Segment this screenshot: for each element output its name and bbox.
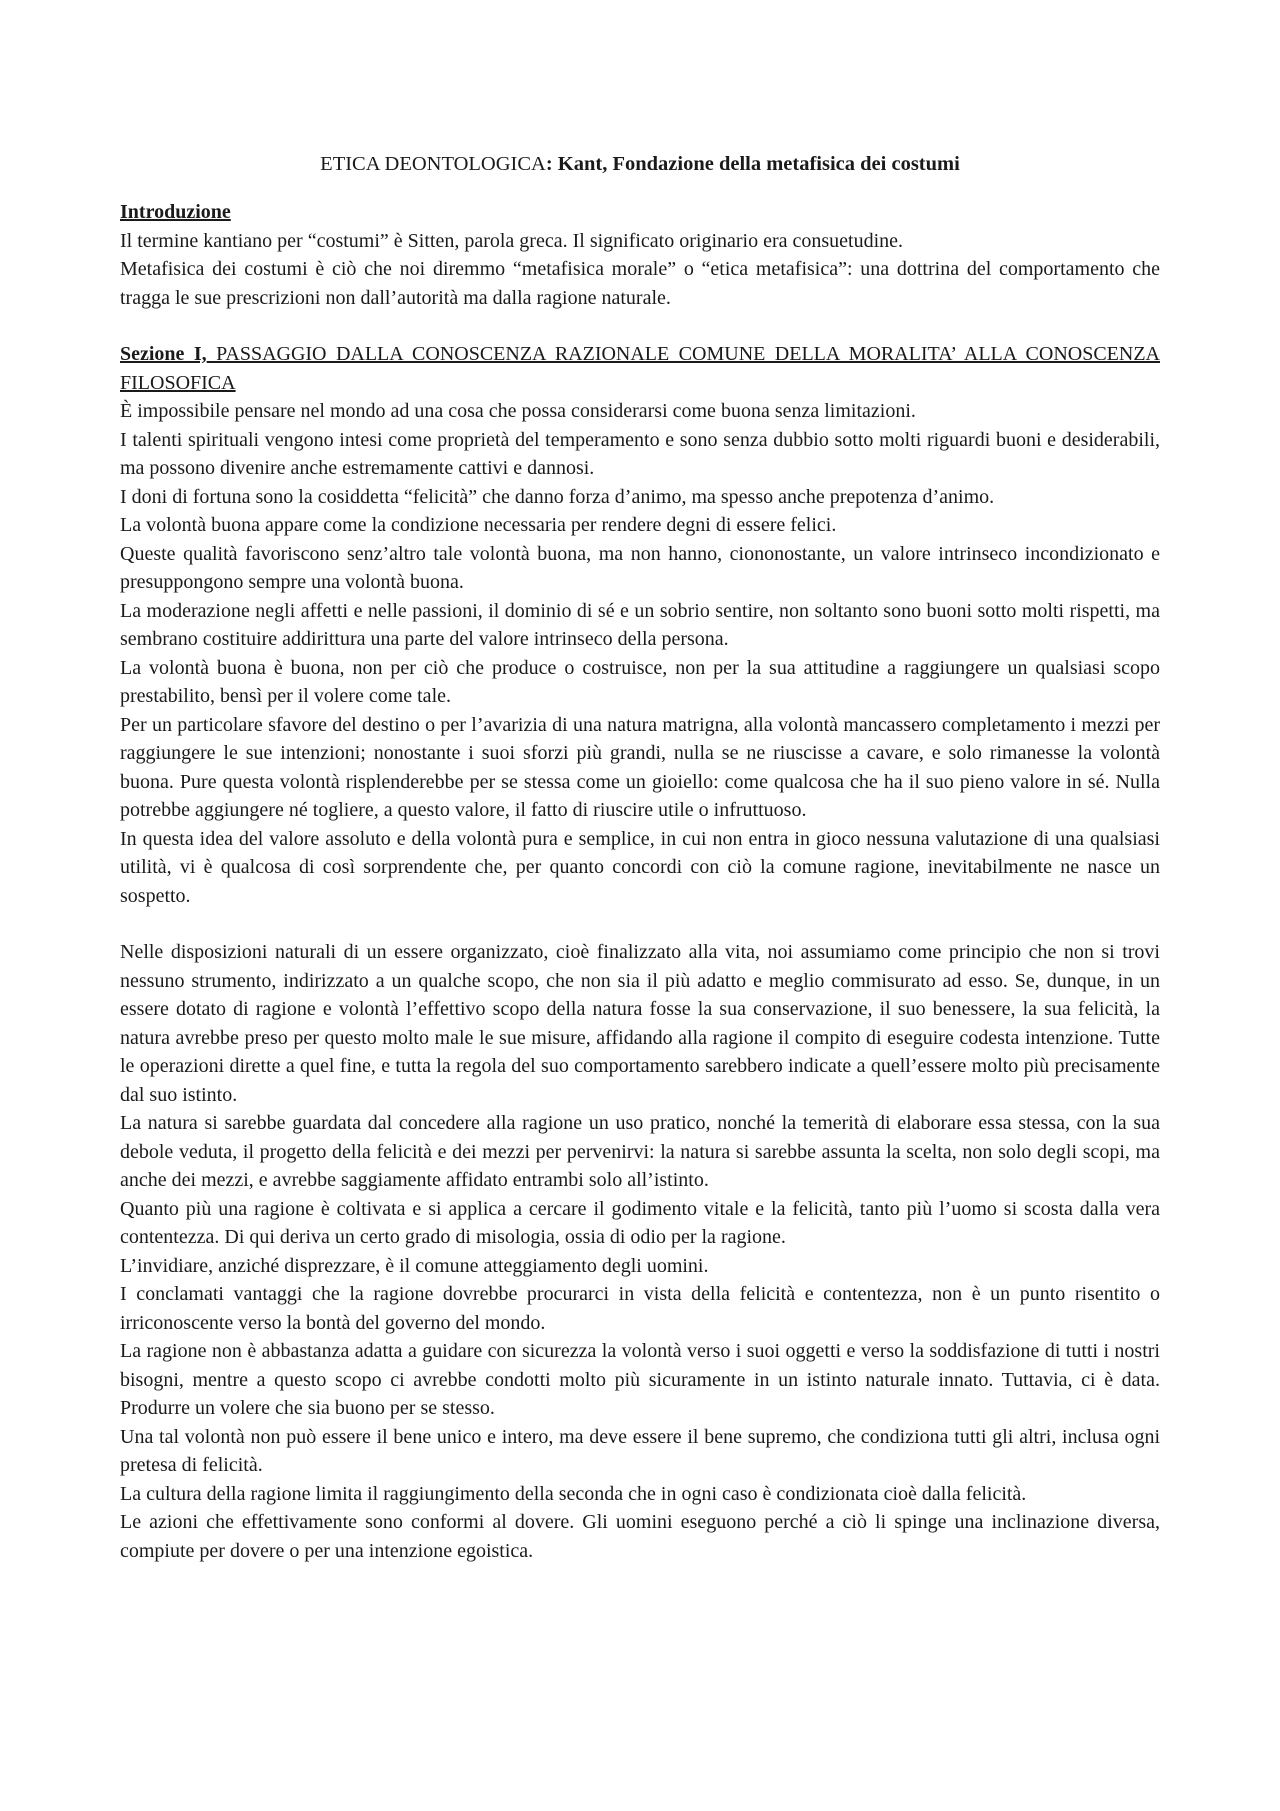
spacer (120, 312, 1160, 340)
title-regular: ETICA DEONTOLOGICA (320, 153, 546, 175)
title-bold: : Kant, Fondazione della metafisica dei costumi (545, 153, 960, 175)
section-1-paragraph: I conclamati vantaggi che la ragione dovrebbe procurarci in vista della felicità e contentezza, non è un punto risentito o irriconoscente verso la bontà del governo del mondo. (120, 1283, 1160, 1334)
section-1-paragraph: Una tal volontà non può essere il bene unico e intero, ma deve essere il bene supremo, che condiziona tutti gli altri, inclusa ogni pretesa di felicità. (120, 1425, 1160, 1476)
section-1-paragraph: La volontà buona è buona, non per ciò che produce o costruisce, non per la sua attitudine a raggiungere un qualsiasi scopo prestabilito, bensì per il volere come tale. (120, 656, 1160, 707)
section-1-heading-rest: PASSAGGIO DALLA CONOSCENZA RAZIONALE COMUNE DELLA MORALITA’ ALLA CONOSCENZA FILOSOFICA (120, 343, 1160, 394)
section-1-paragraph: La volontà buona appare come la condizione necessaria per rendere degni di essere felici. (120, 514, 837, 536)
section-1-paragraph: La natura si sarebbe guardata dal concedere alla ragione un uso pratico, nonché la temerità di elaborare essa stessa, con la sua debole veduta, il progetto della felicità e dei mezzi per pervenirvi: la natura si sarebbe assunta la scelta, non solo degli scopi, ma anche dei mezzi, e avrebbe saggiamente affidato entrambi solo all’istinto. (120, 1112, 1160, 1191)
intro-paragraph: Il termine kantiano per “costumi” è Sitten, parola greca. Il significato originario era consuetudine. (120, 229, 904, 252)
section-1-paragraph: La moderazione negli affetti e nelle passioni, il dominio di sé e un sobrio sentire, non soltanto sono buoni sotto molti rispetti, ma sembrano costituire addirittura una parte del valore intrinseco della persona. (120, 599, 1160, 650)
section-1-paragraph: I talenti spirituali vengono intesi come proprietà del temperamento e sono senza dubbio sotto molti riguardi buoni e desiderabili, ma possono divenire anche estremamente cattivi e dannosi. (120, 428, 1160, 479)
intro-section (120, 198, 1160, 312)
section-1-paragraph: Queste qualità favoriscono senz’altro tale volontà buona, ma non hanno, ciononostante, un valore intrinseco incondizionato e presuppongono sempre una volontà buona. (120, 542, 1160, 593)
section-1-paragraph: I doni di fortuna sono la cosiddetta “felicità” che danno forza d’animo, ma spesso anche prepotenza d’animo. (120, 485, 995, 508)
section-1-paragraph: Nelle disposizioni naturali di un essere organizzato, cioè finalizzato alla vita, noi assumiamo come principio che non si trovi nessuno strumento, indirizzato a un qualche scopo, che non sia il più adatto e meglio commisurato ad esso. Se, dunque, in un essere dotato di ragione e volontà l’effettivo scopo della natura fosse la sua conservazione, il suo benessere, la sua felicità, la natura avrebbe preso per questo molto male le sue misure, affidando alla ragione il compito di eseguire codesta intenzione. Tutte le operazioni dirette a quel fine, e tutta la regola del suo comportamento sarebbero indicate a quell’essere molto più precisamente dal suo istinto. (120, 941, 1160, 1106)
section-1-heading-lead: Sezione I, (120, 343, 207, 365)
intro-heading: Introduzione (120, 201, 231, 223)
section-1 (120, 340, 1160, 1565)
section-1-paragraph: La ragione non è abbastanza adatta a guidare con sicurezza la volontà verso i suoi oggetti e verso la soddisfazione di tutti i nostri bisogni, mentre a questo scopo ci avrebbe condotti molto più sicuramente in un istinto naturale innato. Tuttavia, ci è data. Produrre un volere che sia buono per se stesso. (120, 1340, 1160, 1419)
document-title (120, 150, 1160, 178)
section-1-paragraph: La cultura della ragione limita il raggiungimento della seconda che in ogni caso è condizionata cioè dalla felicità. (120, 1482, 1027, 1505)
section-1-heading (120, 340, 1160, 397)
spacer (120, 910, 1160, 938)
section-1-paragraph: In questa idea del valore assoluto e della volontà pura e semplice, in cui non entra in gioco nessuna valutazione di una qualsiasi utilità, vi è qualcosa di così sorprendente che, per quanto concordi con ciò la comune ragione, inevitabilmente ne nasce un sospetto. (120, 827, 1160, 907)
section-1-paragraph: È impossibile pensare nel mondo ad una cosa che possa considerarsi come buona senza limitazioni. (120, 400, 916, 422)
section-1-paragraph: L’invidiare, anziché disprezzare, è il comune atteggiamento degli uomini. (120, 1254, 709, 1277)
section-1-paragraph: Le azioni che effettivamente sono conformi al dovere. Gli uomini eseguono perché a ciò li spinge una inclinazione diversa, compiute per dovere o per una intenzione egoistica. (120, 1511, 1160, 1562)
intro-paragraph: Metafisica dei costumi è ciò che noi diremmo “metafisica morale” o “etica metafisica”: una dottrina del comportamento che tragga le sue prescrizioni non dall’autorità ma dalla ragione naturale. (120, 258, 1160, 309)
document-page (120, 150, 1160, 1565)
section-1-paragraph: Quanto più una ragione è coltivata e si applica a cercare il godimento vitale e la felicità, tanto più l’uomo si scosta dalla vera contentezza. Di qui deriva un certo grado di misologia, ossia di odio per la ragione. (120, 1197, 1160, 1248)
section-1-paragraph: Per un particolare sfavore del destino o per l’avarizia di una natura matrigna, alla volontà mancassero completamento i mezzi per raggiungere le sue intenzioni; nonostante i suoi sforzi più grandi, nulla se ne riuscisse a cavare, e solo rimanesse la volontà buona. Pure questa volontà risplenderebbe per se stessa come un gioiello: come qualcosa che ha il suo pieno valore in sé. Nulla potrebbe aggiungere né togliere, a questo valore, il fatto di riuscire utile o infruttuoso. (120, 713, 1160, 821)
